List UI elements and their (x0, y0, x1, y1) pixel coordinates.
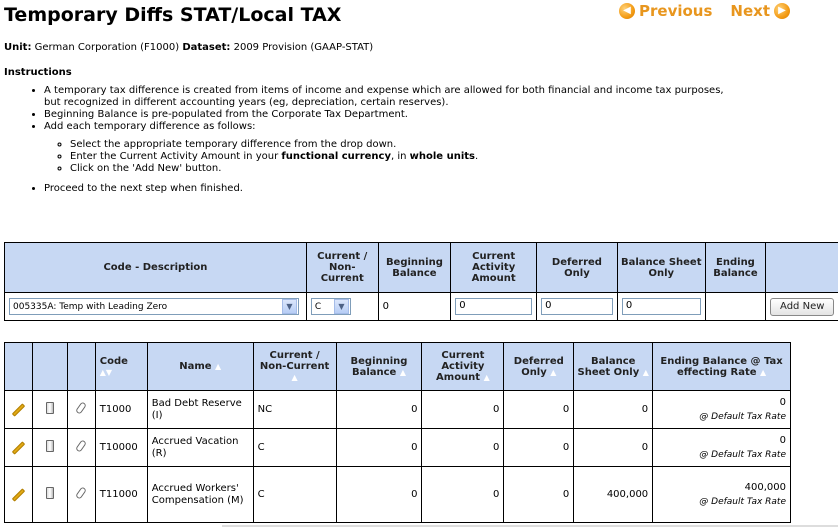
current-noncurrent-select[interactable]: C ▼ (311, 298, 351, 315)
row-balance-sheet: 0 (574, 429, 653, 467)
row-name: Bad Debt Reserve (I) (147, 391, 253, 429)
row-deferred: 0 (504, 429, 574, 467)
instructions-heading: Instructions (4, 67, 72, 78)
col-current-noncurrent: Current / Non-Current (306, 243, 378, 293)
tax-rate-label: @ Default Tax Rate (699, 497, 786, 507)
unit-dataset-info (4, 42, 373, 53)
unit-label: Unit: (4, 42, 32, 53)
chevron-down-icon: ▼ (282, 299, 297, 314)
col-current-noncurrent[interactable]: Current / Non-Current ▲ (253, 343, 336, 391)
col-code[interactable]: Code ▲▼ (95, 343, 147, 391)
sort-icon: ▲▼ (99, 367, 113, 377)
col-current-activity[interactable]: Current Activity Amount ▲ (422, 343, 504, 391)
instruction-bullet: • Beginning Balance is pre-populated from the Corporate Tax Department. (44, 109, 730, 121)
col-balance-sheet-only: Balance Sheet Only (617, 243, 705, 293)
col-balance-sheet-only[interactable]: Balance Sheet Only ▲ (574, 343, 653, 391)
deferred-only-input[interactable]: 0 (541, 298, 613, 315)
pencil-icon[interactable] (12, 403, 25, 416)
col-action (766, 243, 838, 293)
row-deferred: 0 (504, 467, 574, 523)
previous-label: Previous (639, 2, 713, 20)
trash-can-icon[interactable] (46, 402, 54, 414)
sort-icon: ▲ (215, 362, 222, 371)
row-current: NC (253, 391, 336, 429)
row-current: C (253, 429, 336, 467)
col-ending-balance-rate[interactable]: Ending Balance @ Tax effecting Rate ▲ (653, 343, 791, 391)
row-balance-sheet: 0 (574, 391, 653, 429)
table-row (5, 429, 791, 467)
chevron-down-icon: ▼ (334, 299, 349, 314)
sort-icon: ▲ (550, 367, 557, 377)
current-activity-input[interactable]: 0 (455, 298, 532, 315)
beginning-balance-value: 0 (378, 293, 451, 321)
dataset-label: Dataset: (182, 42, 231, 53)
row-code: T10000 (95, 429, 147, 467)
col-delete (32, 343, 67, 391)
instruction-bullet: • Add each temporary difference as follows: ◦ Select the appropriate temporary difference from the drop down. ◦ Enter the Current Activity Amount in your functional currency, in whole units. ◦ Click on the 'Add New' button. (44, 121, 730, 175)
col-ending-balance: Ending Balance (705, 243, 766, 293)
row-activity: 0 (422, 391, 504, 429)
ending-balance-value (705, 293, 766, 321)
trash-can-icon[interactable] (46, 440, 54, 452)
balance-sheet-only-input[interactable]: 0 (622, 298, 701, 315)
paperclip-icon[interactable] (75, 401, 87, 414)
sort-icon: ▲ (399, 367, 406, 377)
instruction-sub-bullet: ◦ Select the appropriate temporary difference from the drop down. (70, 139, 730, 151)
row-code: T11000 (95, 467, 147, 523)
col-attach (67, 343, 95, 391)
col-code-description: Code - Description (5, 243, 307, 293)
arrow-left-circle-icon: ◀ (619, 3, 635, 19)
next-button[interactable] (730, 2, 790, 20)
sort-icon: ▲ (483, 373, 490, 382)
next-label: Next (730, 2, 770, 20)
col-current-activity: Current Activity Amount (451, 243, 537, 293)
sort-icon: ▲ (642, 367, 649, 377)
previous-button[interactable] (619, 2, 712, 20)
dataset-value: 2009 Provision (GAAP-STAT) (233, 42, 374, 53)
unit-value: German Corporation (F1000) (34, 42, 180, 53)
new-entry-table (4, 242, 838, 321)
instruction-bullet: • A temporary tax difference is created from items of income and expense which are allowed for both financial and income tax purposes, but recognized in different accounting years (eg, depreciation, certain reserves). (44, 85, 730, 109)
pencil-icon[interactable] (12, 488, 25, 501)
col-name[interactable]: Name ▲ (147, 343, 253, 391)
row-deferred: 0 (504, 391, 574, 429)
row-ending: 0 @ Default Tax Rate (653, 429, 791, 467)
sort-icon: ▲ (291, 373, 298, 382)
row-name: Accrued Vacation (R) (147, 429, 253, 467)
arrow-right-circle-icon: ▶ (774, 3, 790, 19)
trash-can-icon[interactable] (46, 487, 54, 499)
pencil-icon[interactable] (12, 441, 25, 454)
row-code: T1000 (95, 391, 147, 429)
col-beginning-balance[interactable]: Beginning Balance ▲ (336, 343, 422, 391)
col-deferred-only[interactable]: Deferred Only ▲ (504, 343, 574, 391)
row-ending: 0 @ Default Tax Rate (653, 391, 791, 429)
row-current: C (253, 467, 336, 523)
temp-diffs-table (4, 342, 791, 523)
row-balance-sheet: 400,000 (574, 467, 653, 523)
paperclip-icon[interactable] (75, 439, 87, 452)
page-title: Temporary Diffs STAT/Local TAX (4, 4, 342, 26)
wizard-nav (619, 2, 790, 20)
row-beginning: 0 (336, 429, 422, 467)
instruction-bullet: • Proceed to the next step when finished. (44, 183, 730, 195)
row-ending: 400,000 @ Default Tax Rate (653, 467, 791, 523)
instruction-sub-bullet: ◦ Enter the Current Activity Amount in your functional currency, in whole units. (70, 151, 730, 163)
paperclip-icon[interactable] (75, 486, 87, 499)
row-beginning: 0 (336, 467, 422, 523)
tax-rate-label: @ Default Tax Rate (699, 412, 786, 422)
sort-icon: ▲ (760, 367, 767, 377)
row-activity: 0 (422, 429, 504, 467)
add-new-button[interactable]: Add New (770, 298, 834, 316)
table-row (5, 391, 791, 429)
code-description-select[interactable]: 005335A: Temp with Leading Zero ▼ (9, 298, 299, 315)
col-beginning-balance: Beginning Balance (378, 243, 451, 293)
col-edit (5, 343, 33, 391)
row-activity: 0 (422, 467, 504, 523)
row-beginning: 0 (336, 391, 422, 429)
table-row (5, 467, 791, 523)
instructions-list (30, 85, 730, 195)
col-deferred-only: Deferred Only (537, 243, 618, 293)
instruction-sub-bullet: ◦ Click on the 'Add New' button. (70, 163, 730, 175)
row-name: Accrued Workers' Compensation (M) (147, 467, 253, 523)
tax-rate-label: @ Default Tax Rate (699, 450, 786, 460)
